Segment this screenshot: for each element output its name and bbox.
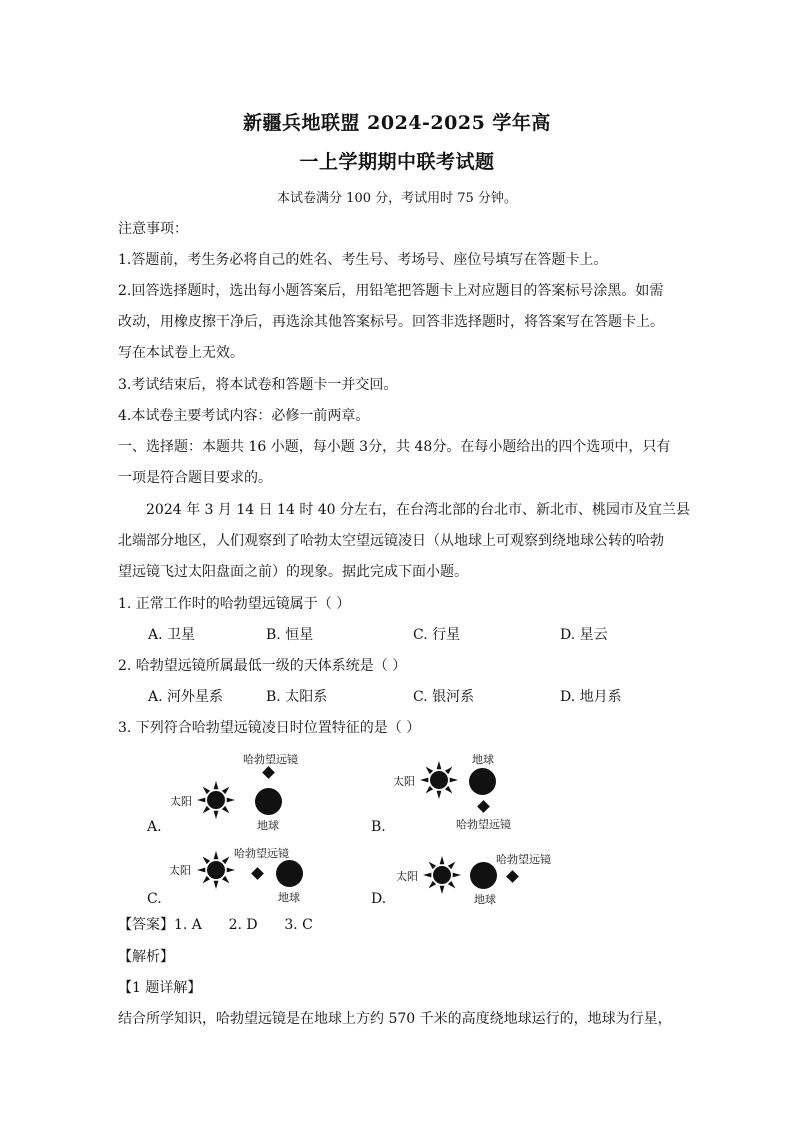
- section-heading-line: 一、选择题：本题共 16 小题，每小题 3分，共 48分。在每小题给出的四个选项中，只有: [118, 439, 671, 455]
- note-line: 1.答题前，考生务必将自己的姓名、考生号、考场号、座位号填写在答题卡上。: [118, 252, 608, 268]
- question-1-option-a: A. 卫星: [148, 627, 196, 643]
- exam-title-line1: 新疆兵地联盟 2024-2025 学年高: [243, 112, 551, 134]
- sun-label: 太阳: [169, 864, 191, 877]
- question-1-detail-text: 结合所学知识，哈勃望远镜是在地球上方约 570 千米的高度绕地球运行的，地球为行星，: [118, 1011, 672, 1027]
- notes-heading: 注意事项：: [118, 221, 188, 237]
- question-1-option-c: C. 行星: [413, 627, 461, 643]
- earth-icon: [255, 788, 282, 815]
- question-2-option-b: B. 太阳系: [266, 689, 328, 705]
- sun-icon: [196, 850, 236, 890]
- earth-label: 地球: [474, 893, 496, 906]
- question-2-option-a: A. 河外星系: [148, 689, 224, 705]
- sun-icon: [422, 855, 462, 895]
- sun-label: 太阳: [170, 795, 192, 808]
- earth-icon: [469, 768, 496, 795]
- earth-icon: [470, 862, 497, 889]
- exam-title-line2: 一上学期期中联考试题: [299, 151, 495, 173]
- question-1-option-b: B. 恒星: [266, 627, 314, 643]
- earth-label: 地球: [472, 753, 494, 766]
- diagram-letter-a: A.: [147, 819, 162, 835]
- hubble-diamond-icon: [251, 867, 264, 880]
- hubble-label: 哈勃望远镜: [234, 847, 289, 860]
- hubble-label: 哈勃望远镜: [243, 753, 298, 766]
- note-line: 3.考试结束后，将本试卷和答题卡一并交回。: [118, 377, 398, 393]
- diagram-letter-d: D.: [371, 891, 387, 907]
- diagram-letter-c: C.: [147, 891, 162, 907]
- note-line: 4.本试卷主要考试内容：必修一前两章。: [118, 408, 370, 424]
- note-line: 写在本试卷上无效。: [118, 345, 244, 361]
- question-3-stem: 3. 下列符合哈勃望远镜凌日时位置特征的是（ ）: [118, 720, 421, 736]
- answer-line: 【答案】1. A 2. D 3. C: [118, 917, 313, 933]
- question-1-option-d: D. 星云: [560, 627, 608, 643]
- hubble-label: 哈勃望远镜: [456, 818, 511, 831]
- hubble-diamond-icon: [477, 800, 490, 813]
- sun-label: 太阳: [393, 775, 415, 788]
- question-2-stem: 2. 哈勃望远镜所属最低一级的天体系统是（ ）: [118, 658, 407, 674]
- passage-line: 2024 年 3 月 14 日 14 时 40 分左右，在台湾北部的台北市、新北市、桃园市及宜兰县: [146, 502, 691, 518]
- question-2-option-d: D. 地月系: [560, 689, 622, 705]
- sun-icon: [196, 780, 236, 820]
- passage-line: 望远镜飞过太阳盘面之前）的现象。据此完成下面小题。: [118, 564, 468, 580]
- question-2-option-c: C. 银河系: [413, 689, 475, 705]
- exam-subtitle: 本试卷满分 100 分，考试用时 75 分钟。: [277, 191, 517, 206]
- section-heading-line: 一项是符合题目要求的。: [118, 470, 272, 486]
- earth-label: 地球: [278, 891, 300, 904]
- earth-icon: [276, 860, 303, 887]
- sun-icon: [419, 760, 459, 800]
- question-1-stem: 1. 正常工作时的哈勃望远镜属于（ ）: [118, 596, 351, 612]
- analysis-heading: 【解析】: [118, 949, 174, 965]
- note-line: 2.回答选择题时，选出每小题答案后，用铅笔把答题卡上对应题目的答案标号涂黑。如需: [118, 283, 664, 299]
- hubble-label: 哈勃望远镜: [496, 853, 551, 866]
- sun-label: 太阳: [396, 870, 418, 883]
- note-line: 改动，用橡皮擦干净后，再选涂其他答案标号。回答非选择题时，将答案写在答题卡上。: [118, 314, 664, 330]
- passage-line: 北端部分地区，人们观察到了哈勃太空望远镜凌日（从地球上可观察到绕地球公转的哈勃: [118, 533, 664, 549]
- diagram-letter-b: B.: [371, 819, 386, 835]
- hubble-diamond-icon: [506, 870, 519, 883]
- earth-label: 地球: [257, 819, 279, 832]
- hubble-diamond-icon: [262, 766, 275, 779]
- question-1-detail-heading: 【1 题详解】: [118, 980, 202, 996]
